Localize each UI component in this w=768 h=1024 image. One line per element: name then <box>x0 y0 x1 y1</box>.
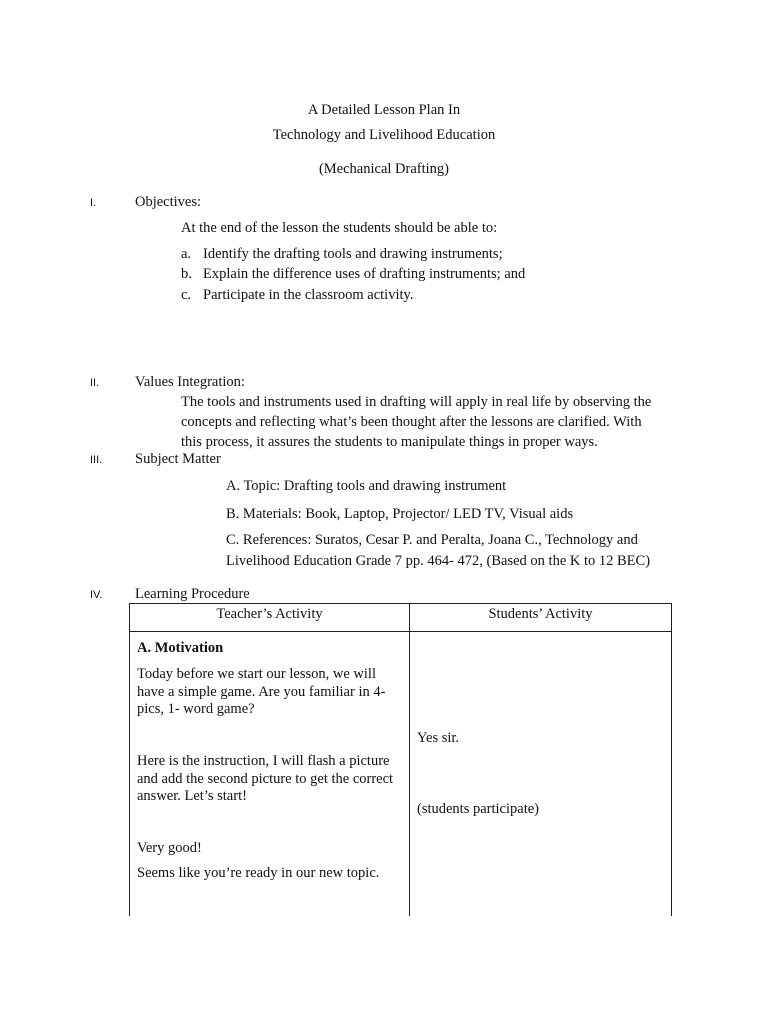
teacher-line: and add the second picture to get the correct <box>137 770 394 787</box>
objective-item-c: Participate in the classroom activity. <box>203 287 414 303</box>
doc-subtitle: (Mechanical Drafting) <box>318 161 450 177</box>
subject-materials: B. Materials: Book, Laptop, Projector/ LED TV, Visual aids <box>226 506 574 522</box>
objective-item-b-letter: b. <box>181 266 192 282</box>
subject-topic: A. Topic: Drafting tools and drawing instrument <box>226 478 507 494</box>
teacher-very-good: Very good! <box>137 840 202 856</box>
objectives-heading: Objectives: <box>135 194 202 210</box>
table-header-divider <box>130 631 671 632</box>
subject-heading: Subject Matter <box>135 451 221 467</box>
table-column-divider <box>409 604 410 916</box>
values-paragraph <box>181 392 679 452</box>
objective-item-b: Explain the difference uses of drafting instruments; and <box>203 266 526 282</box>
section-numeral-4: IV. <box>90 589 103 601</box>
teacher-line: Today before we start our lesson, we will <box>137 666 376 682</box>
section-numeral-1: I. <box>90 197 97 209</box>
section-numeral-2: II. <box>90 377 100 389</box>
motivation-title: A. Motivation <box>137 640 224 656</box>
values-heading: Values Integration: <box>135 374 245 390</box>
objectives-intro: At the end of the lesson the students should be able to: <box>181 220 498 236</box>
objective-item-a: Identify the drafting tools and drawing instruments; <box>203 246 503 262</box>
values-line: The tools and instruments used in drafting will apply in real life by observing the <box>181 394 652 410</box>
teacher-line: Here is the instruction, I will flash a picture <box>137 753 390 769</box>
objective-item-c-letter: c. <box>181 287 192 303</box>
teacher-line: pics, 1- word game? <box>137 701 255 717</box>
values-line: this process, it assures the students to manipulate things in proper ways. <box>181 434 598 450</box>
teacher-ready: Seems like you’re ready in our new topic. <box>137 865 380 881</box>
teacher-line: answer. Let’s start! <box>137 788 247 804</box>
teacher-paragraph-1 <box>137 666 385 719</box>
subject-references-line1: C. References: Suratos, Cesar P. and Peralta, Joana C., Technology and <box>226 532 638 548</box>
doc-title-line1: A Detailed Lesson Plan In <box>307 102 461 118</box>
column-header-students: Students’ Activity <box>488 606 593 622</box>
column-header-teacher: Teacher’s Activity <box>216 606 323 622</box>
student-reply-2: (students participate) <box>417 801 539 817</box>
student-reply-1: Yes sir. <box>417 730 460 746</box>
procedure-table <box>129 603 672 916</box>
subject-references-line2: Livelihood Education Grade 7 pp. 464- 472, (Based on the K to 12 BEC) <box>226 553 651 569</box>
teacher-line: have a simple game. Are you familiar in 4- <box>137 683 386 700</box>
procedure-heading: Learning Procedure <box>135 586 250 602</box>
values-line: concepts and reflecting what’s been thought after the lessons are clarified. With <box>181 414 642 430</box>
objective-item-a-letter: a. <box>181 246 192 262</box>
doc-title-line2: Technology and Livelihood Education <box>272 127 496 143</box>
section-numeral-3: III. <box>90 454 103 466</box>
teacher-paragraph-2 <box>137 753 393 806</box>
